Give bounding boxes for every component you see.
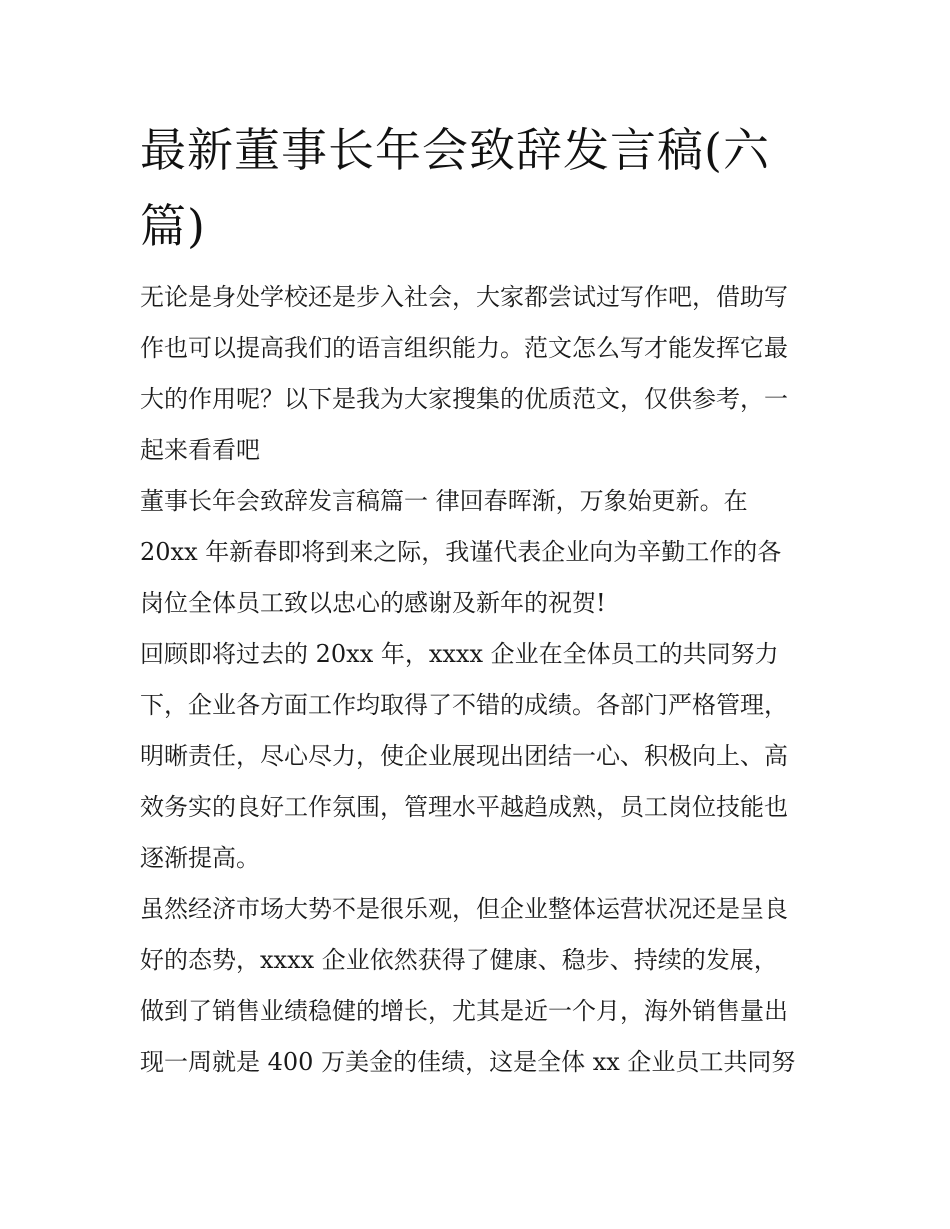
paragraph-line: 明晰责任，尽心尽力，使企业展现出团结一心、积极向上、高 xyxy=(140,742,788,770)
document-body xyxy=(140,272,820,1088)
paragraph-line: 董事长年会致辞发言稿篇一 律回春晖渐，万象始更新。在 xyxy=(140,487,748,515)
paragraph-line: 岗位全体员工致以忠心的感谢及新年的祝贺! xyxy=(140,589,606,617)
paragraph-line: 做到了销售业绩稳健的增长，尤其是近一个月，海外销售量出 xyxy=(140,997,788,1025)
paragraph-line: 虽然经济市场大势不是很乐观，但企业整体运营状况还是呈良 xyxy=(140,895,788,923)
paragraph-line: 无论是身处学校还是步入社会，大家都尝试过写作吧，借助写 xyxy=(140,283,788,311)
paragraph-line: 回顾即将过去的 20xx 年，xxxx 企业在全体员工的共同努力 xyxy=(140,640,779,668)
paragraph-line: 下，企业各方面工作均取得了不错的成绩。各部门严格管理， xyxy=(140,691,788,719)
paragraph-line: 现一周就是 400 万美金的佳绩，这是全体 xx 企业员工共同努 xyxy=(140,1048,796,1076)
paragraph-line: 效务实的良好工作氛围，管理水平越趋成熟，员工岗位技能也 xyxy=(140,793,788,821)
paragraph-line: 大的作用呢？以下是我为大家搜集的优质范文，仅供参考，一 xyxy=(140,385,788,413)
paragraph-line: 好的态势，xxxx 企业依然获得了健康、稳步、持续的发展， xyxy=(140,946,778,974)
paragraph-line: 起来看看吧 xyxy=(140,436,260,464)
document-title: 最新董事长年会致辞发言稿(六篇) xyxy=(140,123,770,253)
paragraph-line: 作也可以提高我们的语言组织能力。范文怎么写才能发挥它最 xyxy=(140,334,788,362)
paragraph-line: 逐渐提高。 xyxy=(140,844,260,872)
paragraph-line: 20xx 年新春即将到来之际，我谨代表企业向为辛勤工作的各 xyxy=(140,538,782,566)
